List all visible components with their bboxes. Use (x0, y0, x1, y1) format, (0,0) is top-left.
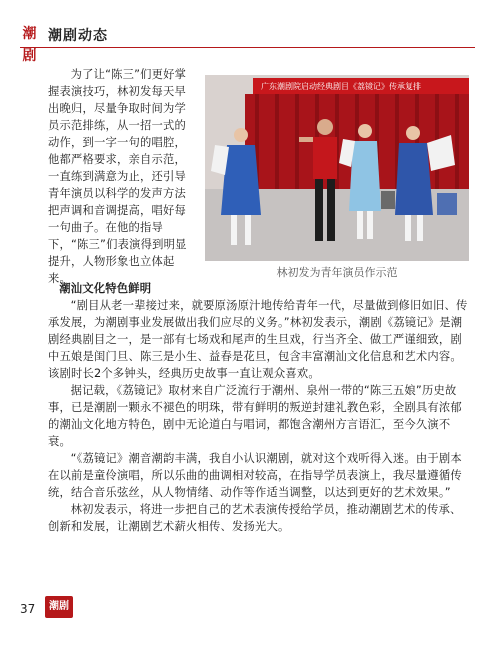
main-article-text (48, 280, 468, 535)
paragraph: “剧目从老一辈接过来，就要原汤原汁地传给青年一代，尽量做到修旧如旧、传承发展，为潮剧事业发展做出我们应尽的义务。”林初发表示，潮剧《荔镜记》是潮剧经典剧目之一，是一部有七场戏和尾声的生旦戏，行当齐全、做工严谨细致，剧中五娘是闺门旦、陈三是小生、益春是花旦，包含丰富潮汕文化信息和艺术内容。该剧时长2个多钟头，经典历史故事一直让观众喜欢。 (48, 299, 468, 380)
paragraph: 林初发表示，将进一步把自己的艺术表演传授给学员，推动潮剧艺术的传承、创新和发展，让潮剧艺术薪火相传、发扬光大。 (48, 503, 462, 533)
header-divider (20, 47, 475, 48)
banner-text: 广东潮剧院启动经典剧目《荔镜记》传承复排 (261, 82, 421, 91)
page-number: 37 (20, 602, 36, 616)
footer-logo: 潮剧 (45, 596, 73, 618)
performance-photo (205, 75, 469, 261)
paragraph: “《荔镜记》潮音潮韵丰满，我自小认识潮剧，就对这个戏听得入迷。由于剧本在以前是童伶演唱，所以乐曲的曲调相对较高，在指导学员表演上，我尽量遵循传统，结合音乐弦丝，从人物情绪、动作等作适当调整，以达到更好的艺术效果。” (48, 452, 462, 499)
subheading: 潮汕文化特色鲜明 (59, 282, 152, 295)
photo-caption: 林初发为青年演员作示范 (276, 266, 398, 279)
paragraph: 为了让“陈三”们更好掌握表演技巧，林初发每天早出晚归，尽量争取时间为学员示范排练，从一招一式的动作，到一字一句的唱腔，他都严格要求，亲自示范，一直练到满意为止，还引导青年演员以科学的发声方法把声调和音调提高，唱好每一句曲子。在他的指导下，“陈三”们表演得到明显提升，人物形象也立体起来。 (48, 68, 187, 285)
page-header (0, 0, 491, 64)
section-title: 潮剧动态 (48, 28, 108, 44)
left-column-text (48, 66, 196, 287)
paragraph: 据记载，《荔镜记》取材来自广泛流行于潮州、泉州一带的“陈三五娘”历史故事，已是潮剧一颗永不褪色的明珠，带有鲜明的叛逆封建礼教色彩，全剧具有浓郁的潮汕文化地方特色，剧中无论道白与唱词，都饱含潮州方言语汇，至今久演不衰。 (48, 384, 462, 448)
stage-photo-illustration (205, 75, 469, 261)
chaoju-logo: 潮剧 (22, 26, 36, 64)
